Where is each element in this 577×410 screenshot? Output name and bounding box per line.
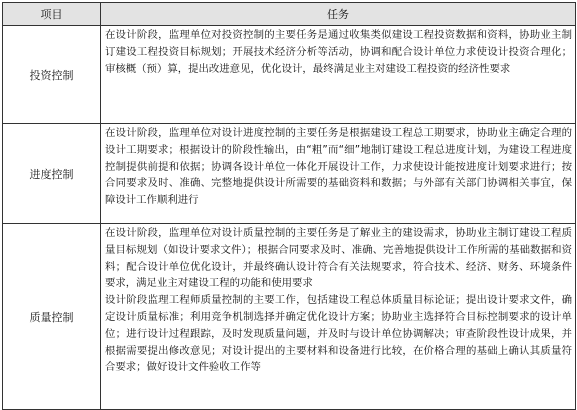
row-task-investment xyxy=(101,26,576,124)
row-item-quality: 质量控制 xyxy=(3,224,101,410)
header-task: 任务 xyxy=(101,3,576,26)
row-task-schedule xyxy=(101,124,576,224)
header-item: 项目 xyxy=(3,3,101,26)
row-item-schedule: 进度控制 xyxy=(3,124,101,224)
table-row-quality xyxy=(3,224,576,410)
table-row-investment xyxy=(3,26,576,124)
task-paragraph: 设计阶段监理工程师质量控制的主要工作，包括建设工程总体质量目标论证；提出设计要求文件，确定设计质量标准；利用竞争机制选择并确定优化设计方案；协助业主选择符合目标控制要求的设计单位；进行设计过程跟踪，及时发现质量问题，并及时与设计单位协调解决；审查阶段性设计成果，并根据需要提出修改意见；对设计提出的主要材料和设备进行比较，在价格合理的基础上确认其质量符合要求；做好设计文件验收工作等 xyxy=(105,294,572,374)
row-item-investment: 投资控制 xyxy=(3,26,101,124)
row-task-quality xyxy=(101,224,576,410)
task-paragraph: 在设计阶段，监理单位对设计进度控制的主要任务是根据建设工程总工期要求，协助业主确定合理的设计工期要求；根据设计的阶段性输出，由“粗”而“细”地制订建设工程总进度计划，为建设工程进度控制提供前提和依据；协调各设计单位一体化开展设计工作，力求使设计能按进度计划要求进行；按合同要求及时、准确、完整地提供设计所需要的基础资料和数据；与外部有关部门协调相关事宜，保障设计工作顺利进行 xyxy=(105,127,572,207)
table-header-row xyxy=(3,3,576,26)
task-table-container xyxy=(2,2,575,408)
task-paragraph: 在设计阶段，监理单位对设计质量控制的主要任务是了解业主的建设需求，协助业主制订建设工程质量目标规划（如设计要求文件）；根据合同要求及时、准确、完善地提供设计工作所需的基础数据和资料；配合设计单位优化设计，并最终确认设计符合有关法规要求，符合技术、经济、财务、环境条件要求，满足业主对建设工程的功能和使用要求 xyxy=(105,227,572,290)
table-row-schedule xyxy=(3,124,576,224)
task-paragraph: 在设计阶段，监理单位对投资控制的主要任务是通过收集类似建设工程投资数据和资料，协助业主制订建设工程投资目标规划；开展技术经济分析等活动，协调和配合设计单位力求使设计投资合理化；审核概（预）算，提出改进意见，优化设计，最终满足业主对建设工程投资的经济性要求 xyxy=(105,29,572,75)
supervision-task-table xyxy=(2,2,576,410)
